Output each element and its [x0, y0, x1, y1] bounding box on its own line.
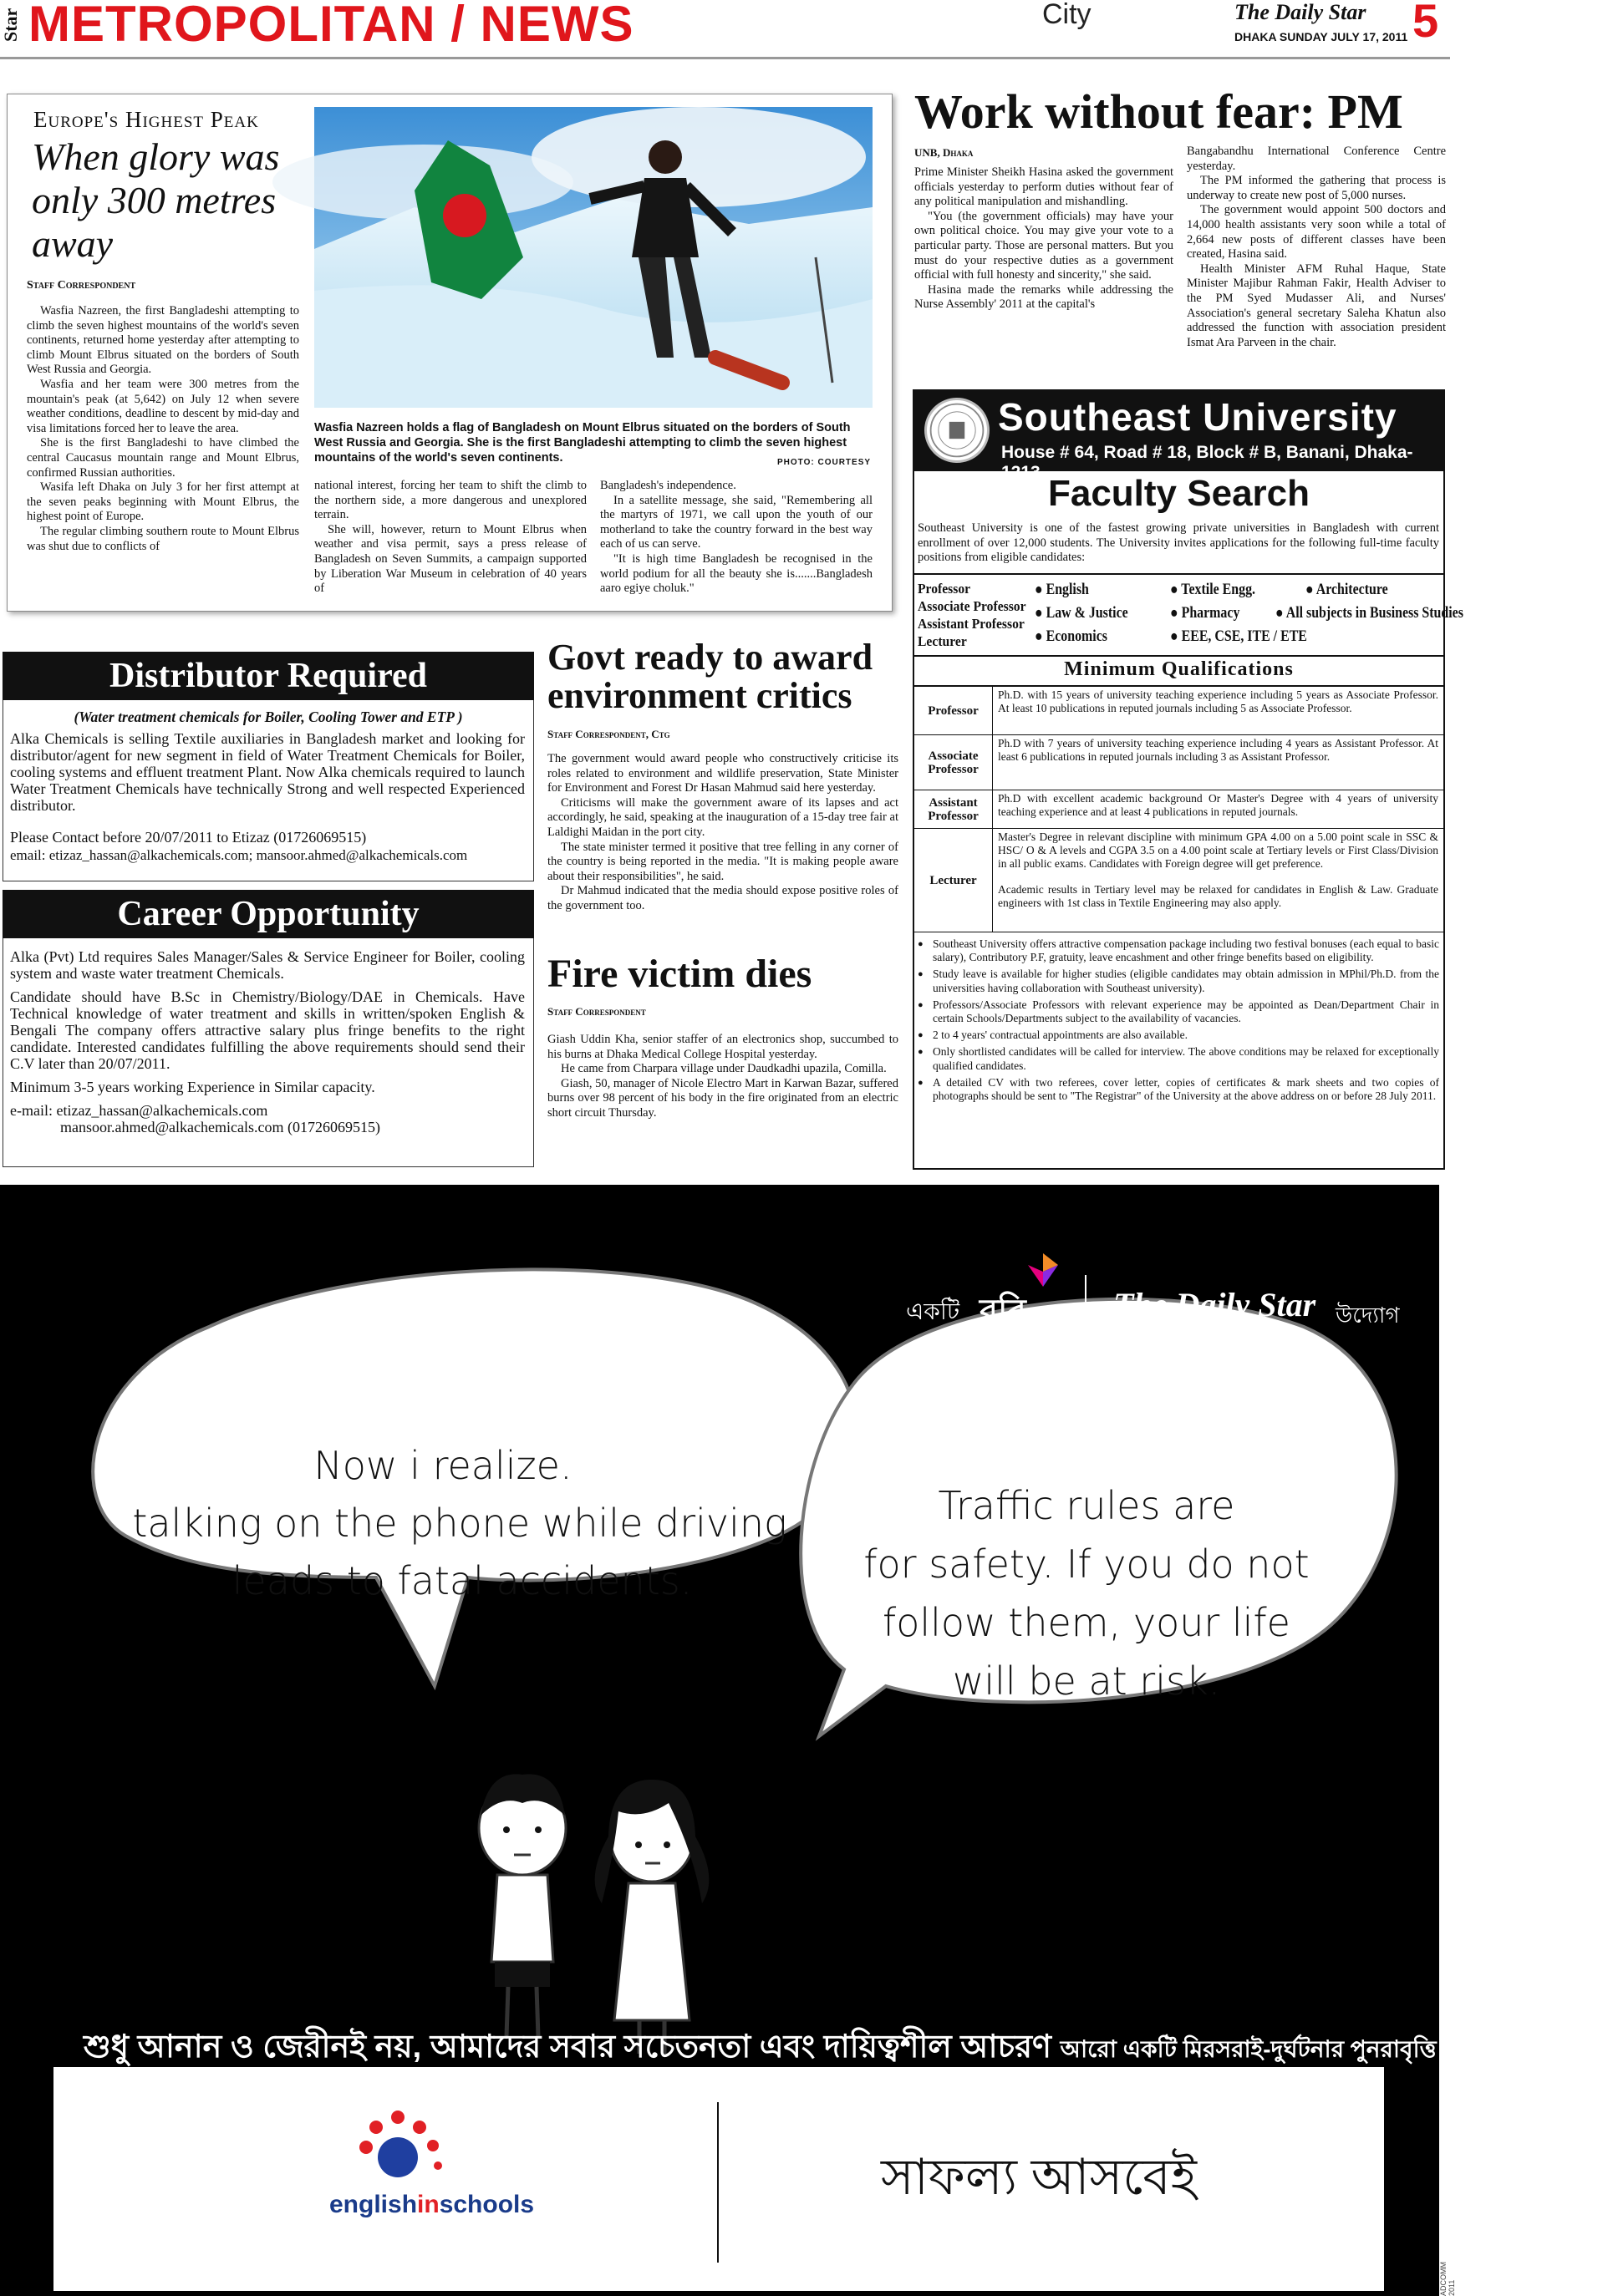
paragraph: "You (the government officials) may have your own political choice. You may give your vote to a particular party. Those are personal matters. But you must do your respective duties as a government official with full honesty and sincerity," she said.: [914, 209, 1173, 282]
issue-date: DHAKA SUNDAY JULY 17, 2011: [1234, 30, 1408, 43]
section-title: METROPOLITAN / NEWS: [28, 0, 634, 52]
story-byline: UNB, Dhaka: [914, 146, 974, 159]
story-column: [914, 165, 1173, 312]
paragraph: Wasifa left Dhaka on July 3 for her first attempt at the seven peaks beginning with Mount Elbrus, the highest point of Europe.: [27, 480, 299, 524]
benefit-item: ● Only shortlisted candidates will be called for interview. The above conditions may be relaxed for exceptionally qualified candidates.: [918, 1045, 1439, 1072]
robi-brand: রবি: [980, 1293, 1026, 1330]
header-rule: [0, 57, 1450, 59]
qualification-row: [914, 687, 1443, 735]
qualification-text-part: Academic results in Tertiary level may be relaxed for candidates in English & Law. Graduate engineers with 1st class in Textile Engineering may also apply.: [998, 882, 1438, 909]
position-title: Lecturer: [918, 633, 967, 649]
distributor-subheading: (Water treatment chemicals for Boiler, Cooling Tower and ETP ): [74, 709, 463, 725]
bubble-right-line: for safety. If you do not: [863, 1542, 1310, 1587]
city-label: City: [1042, 0, 1092, 30]
mountain-photo: [314, 107, 873, 408]
ad-sponsor-prefix: একটি: [906, 1298, 960, 1324]
career-paragraph: Minimum 3-5 years working Experience in Similar capacity.: [10, 1079, 375, 1095]
subject-item: ● Pharmacy: [1170, 605, 1240, 622]
photo-credit: PHOTO: COURTESY: [777, 458, 872, 467]
position-title: Professor: [918, 581, 971, 597]
career-heading: Career Opportunity: [3, 890, 534, 938]
paragraph: The state minister termed it positive that tree felling in any corner of the country is being reported in the media. "It is making people aware about their responsibilities", he said.: [547, 840, 898, 883]
bubble-left-line: talking on the phone while driving: [132, 1501, 787, 1546]
career-body: [10, 948, 525, 1135]
university-name: Southeast University: [998, 395, 1397, 439]
subject-item: ● English: [1035, 582, 1089, 598]
paragraph: The government would award people who constructively criticise its roles related to environment and wildlife preservation, State Minister for Environment and Forest Dr Hasan Mahmud said here yesterday.: [547, 752, 898, 795]
paragraph: Hasina made the remarks while addressing the Nurse Assembly' 2011 at the capital's: [914, 282, 1173, 312]
star-logo-mark: Star: [0, 8, 21, 43]
english-in-schools-label: englishinschools: [329, 2191, 535, 2218]
photo-caption: Wasfia Nazreen holds a flag of Bangladesh on Mount Elbrus situated on the borders of South West Russia and Georgia. She is the first Bangladeshi attempting to climb the seven highest mountains of the world's seven continents.: [314, 421, 851, 465]
distributor-body: Alka Chemicals is selling Textile auxiliaries in Bangladesh market and looking for distributor/agent for new segment in field of Water Treatment Chemicals for Boiler, cooling systems and effluent treatment Plant. Now Alka chemicals required to launch Water Treatment Chemicals have technically Strong and well respected Experienced distributor.: [10, 730, 525, 814]
paper-name: The Daily Star: [1234, 0, 1366, 24]
paragraph: Bangabandhu International Conference Centre yesterday.: [1187, 145, 1446, 173]
qualification-row: [914, 790, 1443, 829]
subject-item: ● Law & Justice: [1035, 605, 1128, 622]
bubble-left-line: Now i realize.: [313, 1443, 572, 1488]
ad-tagline: সাফল্য আসবেই: [881, 2149, 1197, 2205]
english-in-schools-logo-icon: [351, 2109, 451, 2184]
benefit-item: ● A detailed CV with two referees, cover letter, copies of certificates & mark sheets and two copies of photographs should be sent to "The Registrar" of the University at the above address on or before 28 July 2011.: [918, 1076, 1439, 1103]
bubble-left-line: leads to fatal accidents.: [232, 1558, 693, 1603]
story-byline: Staff Correspondent: [27, 279, 136, 292]
benefit-item: ● 2 to 4 years' contractual appointments are also available.: [918, 1029, 1439, 1042]
position-list: [918, 580, 1026, 650]
paragraph: national interest, forcing her team to shift the climb to the northern side, a more dangerous and unexplored terrain.: [314, 479, 587, 522]
subject-item: ● Economics: [1035, 628, 1107, 645]
story-body: [547, 752, 898, 914]
qualification-text: [998, 831, 1438, 910]
paragraph: She will, however, return to Mount Elbrus when weather and visa permit, says a press release of Bangladesh on Seven Summits, a campaign supported by Liberation War Museum in celebration of 40 years of: [314, 522, 587, 596]
career-paragraph: Alka (Pvt) Ltd requires Sales Manager/Sales & Service Engineer for Boiler, cooling system and waste water treatment Chemicals.: [10, 948, 525, 982]
robi-logo-icon: [1026, 1253, 1060, 1287]
story-byline: Staff Correspondent, Ctg: [547, 728, 670, 740]
career-email: mansoor.ahmed@alkachemicals.com (01726069515): [60, 1119, 380, 1135]
paragraph: She is the first Bangladeshi to have climbed the central Caucasus mountain range and Mount Elbrus, confirmed Russian authorities.: [27, 436, 299, 480]
paragraph: Criticisms will make the government aware of its lapses and act accordingly, he said, speaking at the inauguration of a 15-day tree fair at Laldighi Maidan in the port city.: [547, 795, 898, 839]
faculty-search-title: Faculty Search: [1047, 473, 1310, 514]
qualification-row: [914, 829, 1443, 932]
university-intro: Southeast University is one of the fastest growing private universities in Bangladesh with current enrollment of over 12,000 students. The University invites applications for the following full-time faculty positions from eligible candidates:: [918, 521, 1439, 565]
qualification-text: Ph.D with excellent academic background Or Master's Degree with 4 years of university teaching experience and at least 4 publications in reputed journals.: [998, 792, 1438, 819]
qualification-role: Professor: [914, 687, 993, 734]
footer-divider: [717, 2102, 719, 2263]
paragraph: Dr Mahmud indicated that the media should expose positive roles of the government too.: [547, 884, 898, 912]
bubble-right-line: Traffic rules are: [938, 1483, 1235, 1528]
qualification-role: Assistant Professor: [914, 790, 993, 828]
position-title: Assistant Professor: [918, 616, 1025, 632]
girl-character: [595, 1780, 710, 2054]
story-body: [547, 1033, 898, 1121]
story-column: [1187, 145, 1446, 350]
story-column: [314, 479, 587, 597]
bubble-right-line: follow them, your life: [883, 1600, 1290, 1645]
distributor-heading: Distributor Required: [3, 652, 534, 700]
benefits-list: [918, 937, 1439, 1106]
benefit-item: ● Study leave is available for higher studies (eligible candidates may obtain admission in MPhil/Ph.D. from the universities having collaboration with Southeast university).: [918, 968, 1439, 994]
paragraph: He came from Charpara village under Daudkadhi upazila, Comilla.: [561, 1062, 887, 1076]
distributor-email: email: etizaz_hassan@alkachemicals.com; mansoor.ahmed@alkachemicals.com: [10, 847, 468, 863]
slogan-main: শুধু আনান ও জেরীনই নয়, আমাদের সবার সচেতনতা এবং দায়িত্বশীল আচরণ: [84, 2029, 1051, 2065]
qualification-role: Lecturer: [914, 829, 993, 932]
min-qualifications-title: Minimum Qualifications: [914, 658, 1443, 687]
paragraph: Health Minister AFM Ruhal Haque, State Minister Majibur Rahman Fakir, Health Adviser to the PM Syed Mudasser Ali, and Nurses' Association's general secretary Saleha Khatun also addressed the function with association president Ismat Ara Parveen in the chair.: [1187, 262, 1446, 349]
story-headline: When glory was only 300 metres away: [32, 135, 280, 265]
paragraph: Giash Uddin Kha, senior staffer of an electronics shop, succumbed to his burns at Dhaka Medical College Hospital yesterday.: [547, 1033, 898, 1061]
paragraph: Prime Minister Sheikh Hasina asked the government officials yesterday to perform duties without fear of any political manipulation and mishandling.: [914, 165, 1173, 209]
paragraph: The government would appoint 500 doctors and 14,000 health assistants very soon while a total of 2,664 new posts of different classes have been created, Hasina said.: [1187, 203, 1446, 262]
career-paragraph: Candidate should have B.Sc in Chemistry/Biology/DAE in Chemicals. Have Technical knowledge of water treatment and skills in written/spoken English & Bengali The company offers attractive salary plus fringe benefits to the right candidate. Interested candidates fulfilling the above requirements should send their C.V later than 20/07/2011.: [10, 988, 525, 1072]
story-headline: Govt ready to award environment critics: [547, 637, 873, 716]
story-column: [600, 479, 873, 597]
position-title: Associate Professor: [918, 598, 1026, 614]
paragraph: Bangladesh's independence.: [600, 479, 736, 492]
story-column: [27, 304, 299, 554]
story-kicker: Europe's Highest Peak: [33, 107, 259, 132]
story-byline: Staff Correspondent: [547, 1005, 646, 1018]
slogan-secondary: আরো একটি মিরসরাই-দুর্ঘটনার পুনরাবৃত্তি রোধ করতে পারে।: [1060, 2036, 1608, 2062]
benefit-item: ● Southeast University offers attractive compensation package including two festival bonuses (each equal to basic salary), Contributory P.F, gratuity, leave encashment and other fringe benefits based on eligibility.: [918, 937, 1439, 964]
subject-item: ● EEE, CSE, ITE / ETE: [1170, 628, 1307, 645]
page-number: 5: [1412, 0, 1439, 47]
qualification-text: Ph.D. with 15 years of university teaching experience including 5 years as Associate Professor. At least 10 publications in reputed journals including 5 as Associate Professor.: [998, 688, 1438, 715]
paragraph: Wasfia Nazreen, the first Bangladeshi attempting to climb the seven highest mountains of the world's seven continents, returned home yesterday after attempting to climb Mount Elbrus situated on the borders of South West Russia and Georgia.: [27, 304, 299, 377]
daily-star-brand: The Daily Star: [1113, 1286, 1316, 1323]
paragraph: The PM informed the gathering that process is underway to create new post of 5,000 nurses.: [1187, 174, 1446, 202]
qualification-role: Associate Professor: [914, 735, 993, 790]
qualification-text: Ph.D with 7 years of university teaching experience including 4 years as Assistant Professor. At least 6 publications in reputed journals including 3 as Assistant Professor.: [998, 737, 1438, 764]
paragraph: Giash, 50, manager of Nicole Electro Mart in Karwan Bazar, suffered burns over 98 percent of his body in the fire originated from an electric short circuit Thursday.: [547, 1076, 898, 1120]
subject-item: ● Architecture: [1305, 582, 1388, 598]
bubble-right-line: will be at risk.: [952, 1659, 1221, 1704]
paragraph: Wasfia and her team were 300 metres from the mountain's peak (at 5,642) on July 12 when severe weather conditions, deadline to descent by mid-day and visa limitations forced her to leave the area.: [27, 377, 299, 435]
university-seal-icon: [924, 398, 990, 463]
paragraph: In a satellite message, she said, "Remembering all the martyrs of 1971, we call upon the youth of our motherland to take the country forward in the best way each of us can serve.: [600, 493, 873, 551]
sponsor-divider: [1085, 1275, 1086, 1330]
university-address: House # 64, Road # 18, Block # B, Banani, Dhaka-1213: [1001, 443, 1413, 482]
subject-item: ● All subjects in Business Studies: [1275, 605, 1463, 622]
subject-item: ● Textile Engg.: [1170, 582, 1256, 598]
story-headline: Work without fear: PM: [914, 84, 1403, 139]
career-email: e-mail: etizaz_hassan@alkachemicals.com: [10, 1102, 268, 1119]
story-headline: Fire victim dies: [547, 952, 812, 996]
benefit-item: ● Professors/Associate Professors with relevant experience may be appointed as Dean/Department Chair in certain Schools/Departments subject to the availability of vacancies.: [918, 998, 1439, 1025]
qualification-text-part: Master's Degree in relevant discipline with minimum GPA 4.00 on a 5.00 point scale in SSC & HSC/ O & A levels and CGPA 3.5 on a 4.00 point scale at Tertiary levels or First Class/Division in all public exams. Candidates with Foreign degree will get preference.: [998, 831, 1438, 871]
paragraph: The regular climbing southern route to Mount Elbrus was shut due to conflicts of: [27, 524, 299, 553]
distributor-contact: Please Contact before 20/07/2011 to Etizaz (01726069515): [10, 829, 367, 846]
qualification-row: [914, 735, 1443, 790]
ad-sponsor-suffix: উদ্যোগ: [1336, 1303, 1400, 1328]
ad-agency-credit: ADCOMM 2011: [1439, 2262, 1456, 2296]
boy-character: [479, 1774, 566, 2037]
paragraph: "It is high time Bangladesh be recognised in the world podium for all the beauty she is.......Bangladesh aaro egiye choluk.": [600, 551, 873, 596]
